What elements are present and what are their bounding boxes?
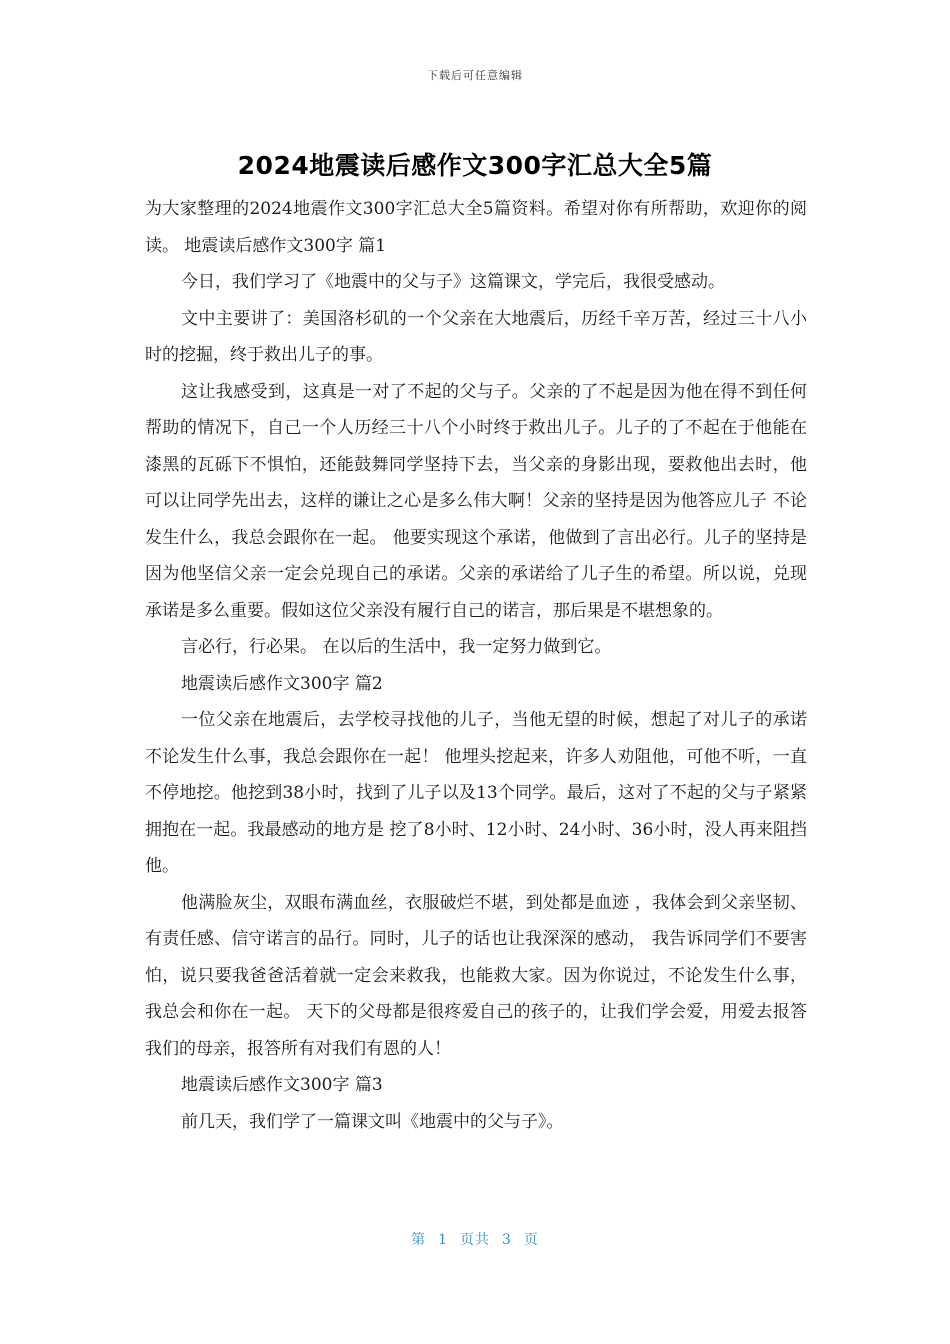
page-footer — [0, 1229, 950, 1249]
paragraph: 文中主要讲了：美国洛杉矶的一个父亲在大地震后，历经千辛万苦，经过三十八小时的挖掘，终于救出儿子的事。 — [145, 308, 807, 365]
header-note: 下载后可任意编辑 — [427, 69, 523, 82]
footer-total-pages: 3 — [502, 1232, 512, 1248]
footer-suffix: 页 — [523, 1232, 539, 1248]
footer-page-number: 1 — [438, 1232, 448, 1248]
paragraph: 言必行，行必果。 在以后的生活中，我一定努力做到它。 — [181, 637, 612, 657]
section-heading-3: 地震读后感作文300字 篇3 — [181, 1075, 383, 1095]
section-heading-2: 地震读后感作文300字 篇2 — [181, 673, 383, 694]
page-title: 2024地震读后感作文300字汇总大全5篇 — [237, 151, 713, 180]
paragraph: 今日，我们学习了《地震中的父与子》这篇课文，学完后，我很受感动。 — [181, 272, 725, 292]
paragraph: 前几天，我们学了一篇课文叫《地震中的父与子》。 — [181, 1111, 564, 1132]
body-text — [145, 191, 807, 1140]
paragraph-intro: 为大家整理的2024地震作文300字汇总大全5篇资料。希望对你有所帮助，欢迎你的阅读。 地震读后感作文300字 篇1 — [145, 199, 807, 256]
footer-prefix: 第 — [411, 1232, 427, 1248]
paragraph: 一位父亲在地震后，去学校寻找他的儿子，当他无望的时候，想起了对儿子的承诺 不论发生什么事，我总会跟你在一起！ 他埋头挖起来，许多人劝阻他，可他不听，一直不停地挖。他挖到38小时，找到了儿子以及13个同学。最后，这对了不起的父与子紧紧拥抱在一起。我最感动的地方是 挖了8小时、12小时、24小时、36小时，没人再来阻挡他。 — [145, 710, 807, 876]
paragraph: 他满脸灰尘，双眼布满血丝，衣服破烂不堪，到处都是血迹 ，我体会到父亲坚韧、有责任感、信守诺言的品行。同时，儿子的话也让我深深的感动， 我告诉同学们不要害怕，说只要我爸爸活着就一定会来救我，也能救大家。因为你说过，不论发生什么事，我总会和你在一起。 天下的父母都是很疼爱自己的孩子的，让我们学会爱，用爱去报答我们的母亲，报答所有对我们有恩的人！ — [145, 892, 807, 1059]
footer-middle: 页共 — [460, 1232, 490, 1248]
paragraph: 这让我感受到，这真是一对了不起的父与子。父亲的了不起是因为他在得不到任何帮助的情况下，自己一个人历经三十八个小时终于救出儿子。儿子的了不起在于他能在漆黑的瓦砾下不惧怕，还能鼓舞同学坚持下去，当父亲的身影出现，要救他出去时，他可以让同学先出去，这样的谦让之心是多么伟大啊！父亲的坚持是因为他答应儿子 不论发生什么，我总会跟你在一起。 他要实现这个承诺，他做到了言出必行。儿子的坚持是因为他坚信父亲一定会兑现自己的承诺。父亲的承诺给了儿子生的希望。所以说，兑现承诺是多么重要。假如这位父亲没有履行自己的诺言，那后果是不堪想象的。 — [145, 381, 807, 621]
